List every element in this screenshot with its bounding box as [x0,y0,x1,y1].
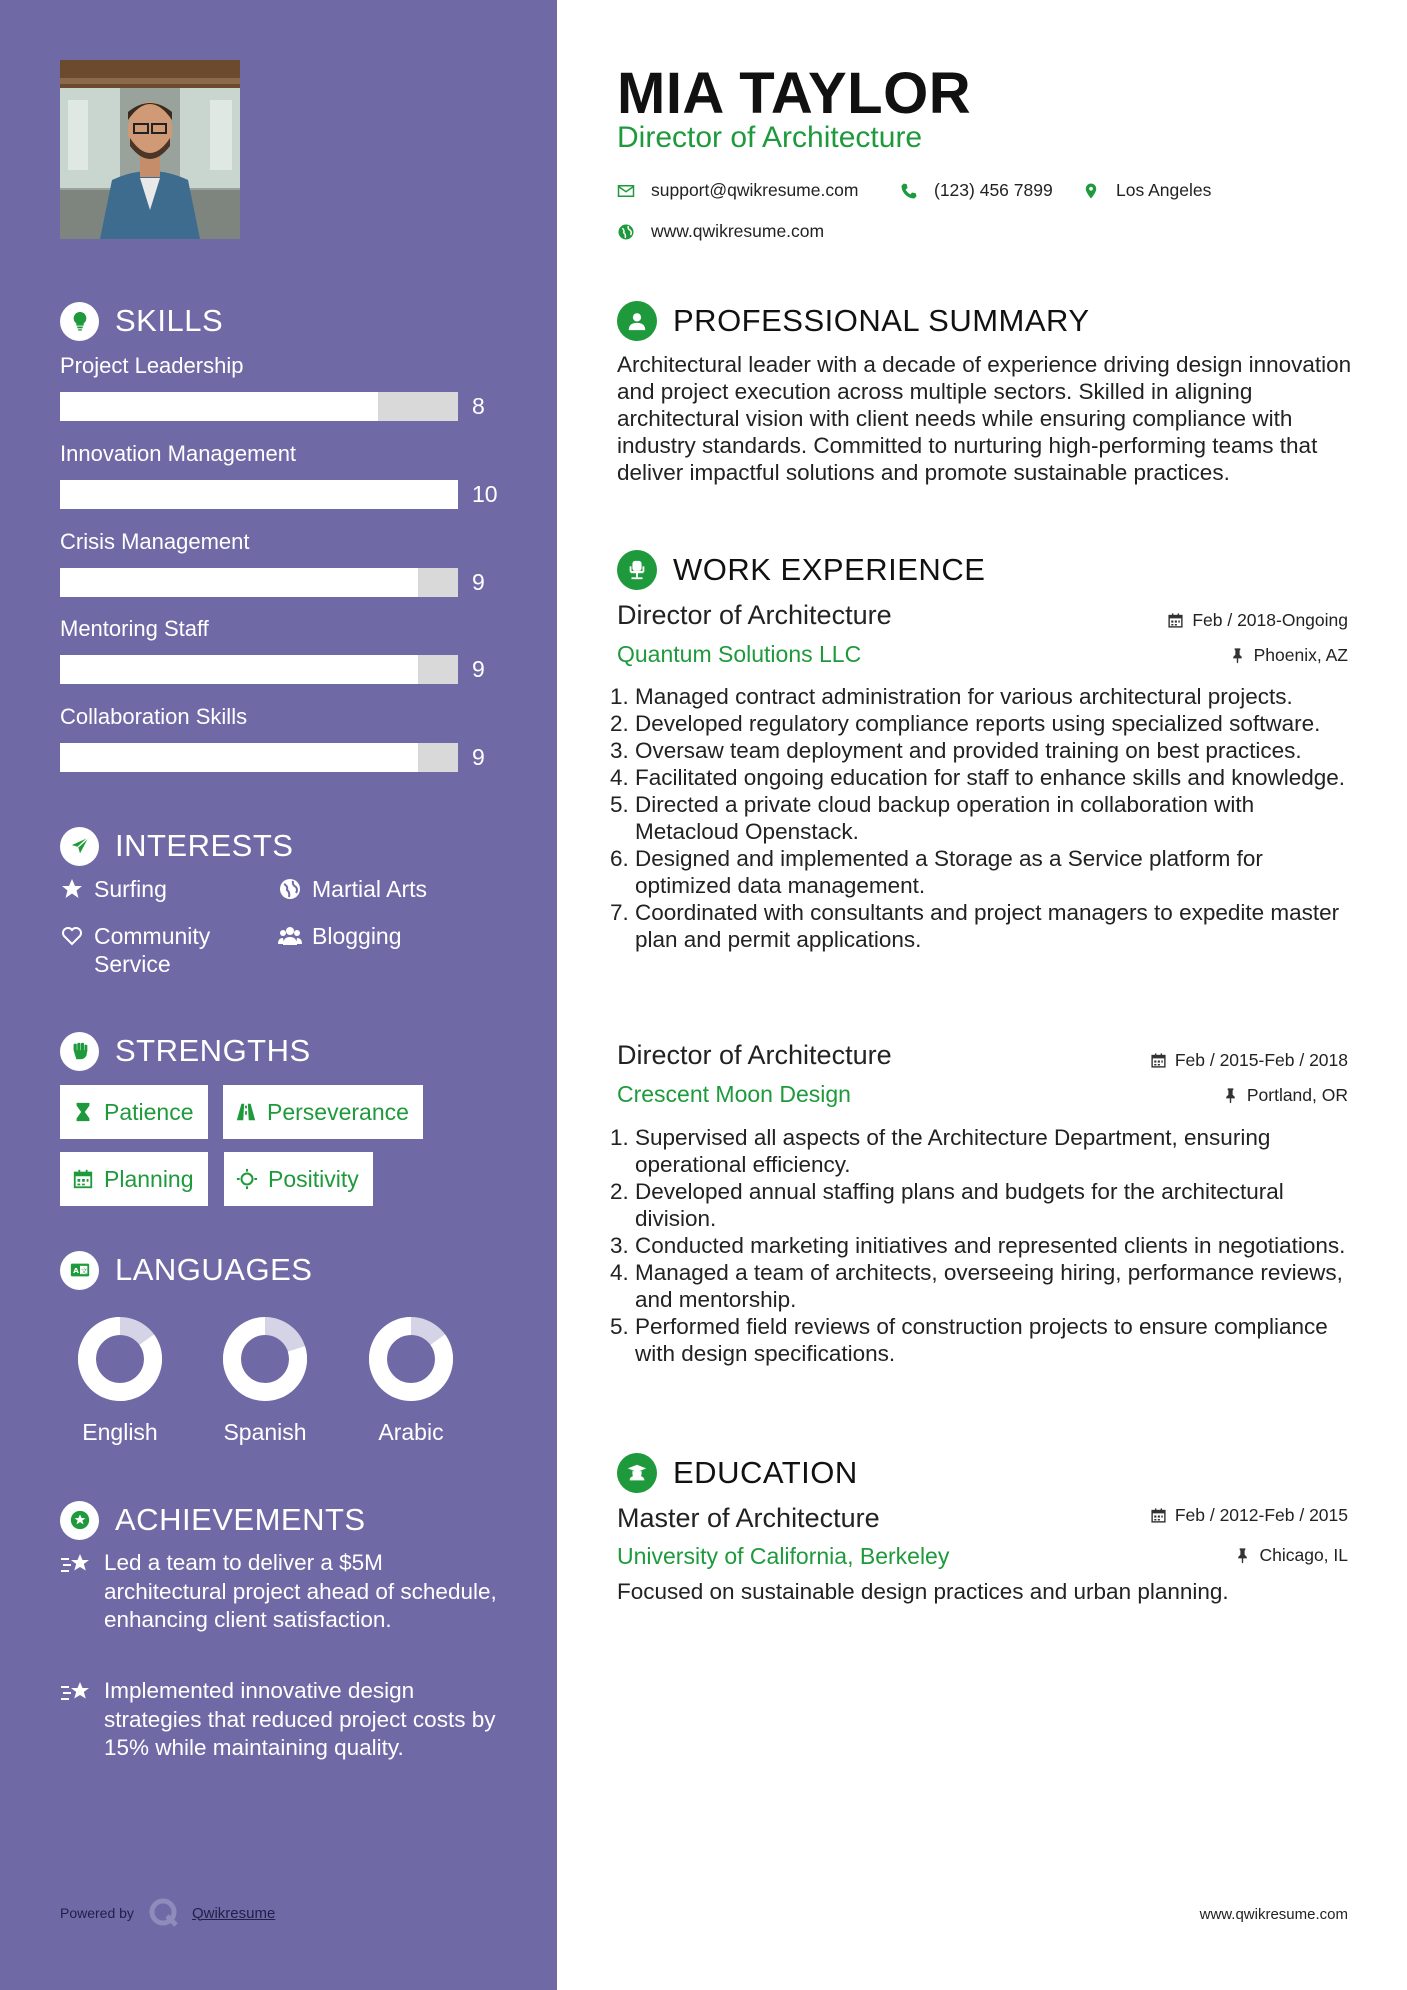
job-dates [1167,610,1348,631]
education-description: Focused on sustainable design practices and urban planning. [617,1579,1229,1604]
duty-item: Oversaw team deployment and provided training on best practices. [635,738,1302,763]
achievements-header [60,1500,366,1540]
skill-value: 8 [472,393,485,419]
strength-badge [60,1152,208,1206]
globe-icon [617,223,635,241]
skill-bar-fill [60,743,418,772]
school-name: University of California, Berkeley [617,1543,950,1569]
languages-header [60,1250,312,1290]
experience-title: WORK EXPERIENCE [673,552,986,587]
pushpin-icon [1234,1547,1251,1564]
achievements-title: ACHIEVEMENTS [115,1502,366,1537]
interest-item [278,922,518,950]
skill-name: Mentoring Staff [60,616,209,641]
website-text: www.qwikresume.com [651,221,825,241]
users-icon [278,924,302,948]
sidebar [0,0,557,1990]
calendar-icon [72,1168,94,1190]
calendar-icon [1150,1507,1167,1524]
interest-label: Surfing [94,876,167,902]
strengths-header [60,1031,311,1071]
powered-by [60,1897,275,1929]
candidate-role: Director of Architecture [617,121,923,154]
skill-name: Innovation Management [60,441,297,466]
skill-bar-fill [60,655,418,684]
email-text: support@qwikresume.com [651,180,859,200]
star-icon [60,877,84,901]
language-icon [60,1251,99,1290]
job-location [1229,645,1348,666]
language-name: Arabic [378,1419,444,1445]
degree-title: Master of Architecture [617,1503,880,1533]
fist-icon [60,1032,99,1071]
skill-item [60,528,500,595]
skill-name: Collaboration Skills [60,704,248,729]
graduate-icon [617,1453,657,1493]
job-company: Crescent Moon Design [617,1081,851,1107]
job-dates-text: Feb / 2018-Ongoing [1192,610,1348,630]
hourglass-icon [72,1101,94,1123]
sun-icon [236,1168,258,1190]
skill-item [60,440,500,507]
skill-bar [60,480,458,509]
strength-badge [60,1085,208,1139]
map-pin-icon [1082,182,1100,200]
paper-plane-icon [60,827,99,866]
phone-text: (123) 456 7899 [934,180,1053,200]
job-duties [608,683,1358,953]
skill-bar [60,743,458,772]
job-dates [1150,1050,1348,1071]
language-donut [221,1315,309,1403]
award-icon [60,1501,99,1540]
job-company: Quantum Solutions LLC [617,641,862,667]
qwikresume-link[interactable]: Qwikresume [191,1904,276,1922]
candidate-name: MIA TAYLOR [617,61,972,126]
job-title: Director of Architecture [617,600,892,630]
summary-title: PROFESSIONAL SUMMARY [673,303,1090,338]
office-chair-icon [617,550,657,590]
skill-name: Project Leadership [60,353,244,378]
envelope-icon [617,182,635,200]
skill-bar-fill [60,568,418,597]
lightbulb-icon [60,302,99,341]
language-donut [76,1315,164,1403]
duty-item: Developed annual staffing plans and budgets for the architectural division. [635,1179,1284,1231]
achievement-text: Led a team to deliver a $5M architectural project ahead of schedule, enhancing client satisfaction. [104,1550,497,1632]
location-text: Los Angeles [1116,180,1212,200]
achievement-item [60,1549,500,1635]
strength-label: Perseverance [267,1098,409,1125]
calendar-icon [1150,1052,1167,1069]
skill-bar-fill [60,392,378,421]
language-item [50,1315,190,1446]
phone-icon [900,182,918,200]
duty-item: Coordinated with consultants and project managers to expedite master plan and permit applications. [635,900,1340,952]
summary-text: Architectural leader with a decade of experience driving design innovation and project execution across multiple sectors. Skilled in aligning architectural vision with client needs while ensuring compliance with industry standards. Committed to nurturing high-performing teams that deliver impactful solutions and promote sustainable practices. [617,352,1352,485]
interest-item [278,875,518,903]
strengths-title: STRENGTHS [115,1033,311,1068]
language-name: Spanish [223,1419,307,1445]
duty-item: Facilitated ongoing education for staff to enhance skills and knowledge. [635,765,1346,790]
duty-item: Directed a private cloud backup operation in collaboration with Metacloud Openstack. [635,792,1255,844]
contact-phone[interactable] [900,180,1053,201]
experience-header [617,549,985,591]
strength-label: Planning [104,1165,194,1192]
interest-label: Blogging [312,923,402,949]
interest-item [60,875,260,903]
education-dates [1150,1505,1348,1526]
skills-title: SKILLS [115,303,224,338]
skill-item [60,703,500,770]
duty-item: Designed and implemented a Storage as a Service platform for optimized data management. [635,846,1263,898]
skill-value: 10 [472,481,498,507]
qwikresume-logo-icon [148,1897,180,1929]
calendar-icon [1167,612,1184,629]
strength-badge [223,1085,423,1139]
contact-email[interactable] [617,180,858,201]
education-dates-text: Feb / 2012-Feb / 2015 [1174,1505,1348,1525]
skill-value: 9 [472,656,485,682]
skill-value: 9 [472,569,485,595]
education-location-text: Chicago, IL [1259,1545,1348,1565]
interests-header [60,826,293,866]
education-header [617,1452,858,1494]
user-icon [617,301,657,341]
skills-header [60,301,223,341]
contact-website[interactable] [617,221,824,242]
pushpin-icon [1222,1087,1239,1104]
job-title: Director of Architecture [617,1040,892,1070]
globe-icon [278,877,302,901]
duty-item: Supervised all aspects of the Architecture Department, ensuring operational efficiency. [635,1125,1271,1177]
job-dates-text: Feb / 2015-Feb / 2018 [1174,1050,1348,1070]
pushpin-icon [1229,647,1246,664]
interest-item [60,922,260,978]
heart-icon [60,924,84,948]
duty-item: Managed a team of architects, overseeing hiring, performance reviews, and mentorship. [635,1260,1343,1312]
skill-bar [60,392,458,421]
skill-bar [60,655,458,684]
interest-label: Community Service [94,923,211,977]
duty-item: Conducted marketing initiatives and represented clients in negotiations. [635,1233,1346,1258]
language-name: English [82,1419,158,1445]
svg-text:A: A [72,1266,79,1276]
skill-item [60,615,500,682]
language-item [195,1315,335,1446]
job-location [1222,1085,1348,1106]
duty-item: Managed contract administration for various architectural projects. [635,684,1293,709]
job-duties [608,1124,1358,1367]
svg-text:文: 文 [80,1266,87,1275]
education-location [1234,1545,1348,1566]
shooting-star-icon [60,1679,92,1707]
job-location-text: Portland, OR [1246,1085,1348,1105]
skill-value: 9 [472,744,485,770]
contact-location [1082,180,1211,201]
road-icon [235,1101,257,1123]
duty-item: Performed field reviews of construction projects to ensure compliance with design specifications. [635,1314,1328,1366]
language-donut [367,1315,455,1403]
profile-photo [60,60,240,239]
interests-title: INTERESTS [115,828,294,863]
achievement-text: Implemented innovative design strategies that reduced project costs by 15% while maintaining quality. [104,1678,496,1760]
strength-badge [224,1152,373,1206]
powered-by-label: Powered by [60,1905,134,1921]
language-item [341,1315,481,1446]
achievement-item [60,1677,500,1763]
summary-header [617,300,1090,342]
skill-bar-fill [60,480,458,509]
skill-name: Crisis Management [60,529,250,554]
skill-item [60,352,500,419]
languages-title: LANGUAGES [115,1252,313,1287]
duty-item: Developed regulatory compliance reports using specialized software. [635,711,1321,736]
shooting-star-icon [60,1551,92,1579]
strength-label: Patience [104,1098,194,1125]
job-location-text: Phoenix, AZ [1253,645,1348,665]
interest-label: Martial Arts [312,876,428,902]
strength-label: Positivity [268,1165,359,1192]
footer-website[interactable]: www.qwikresume.com [1199,1906,1348,1923]
education-title: EDUCATION [673,1455,858,1490]
skill-bar [60,568,458,597]
